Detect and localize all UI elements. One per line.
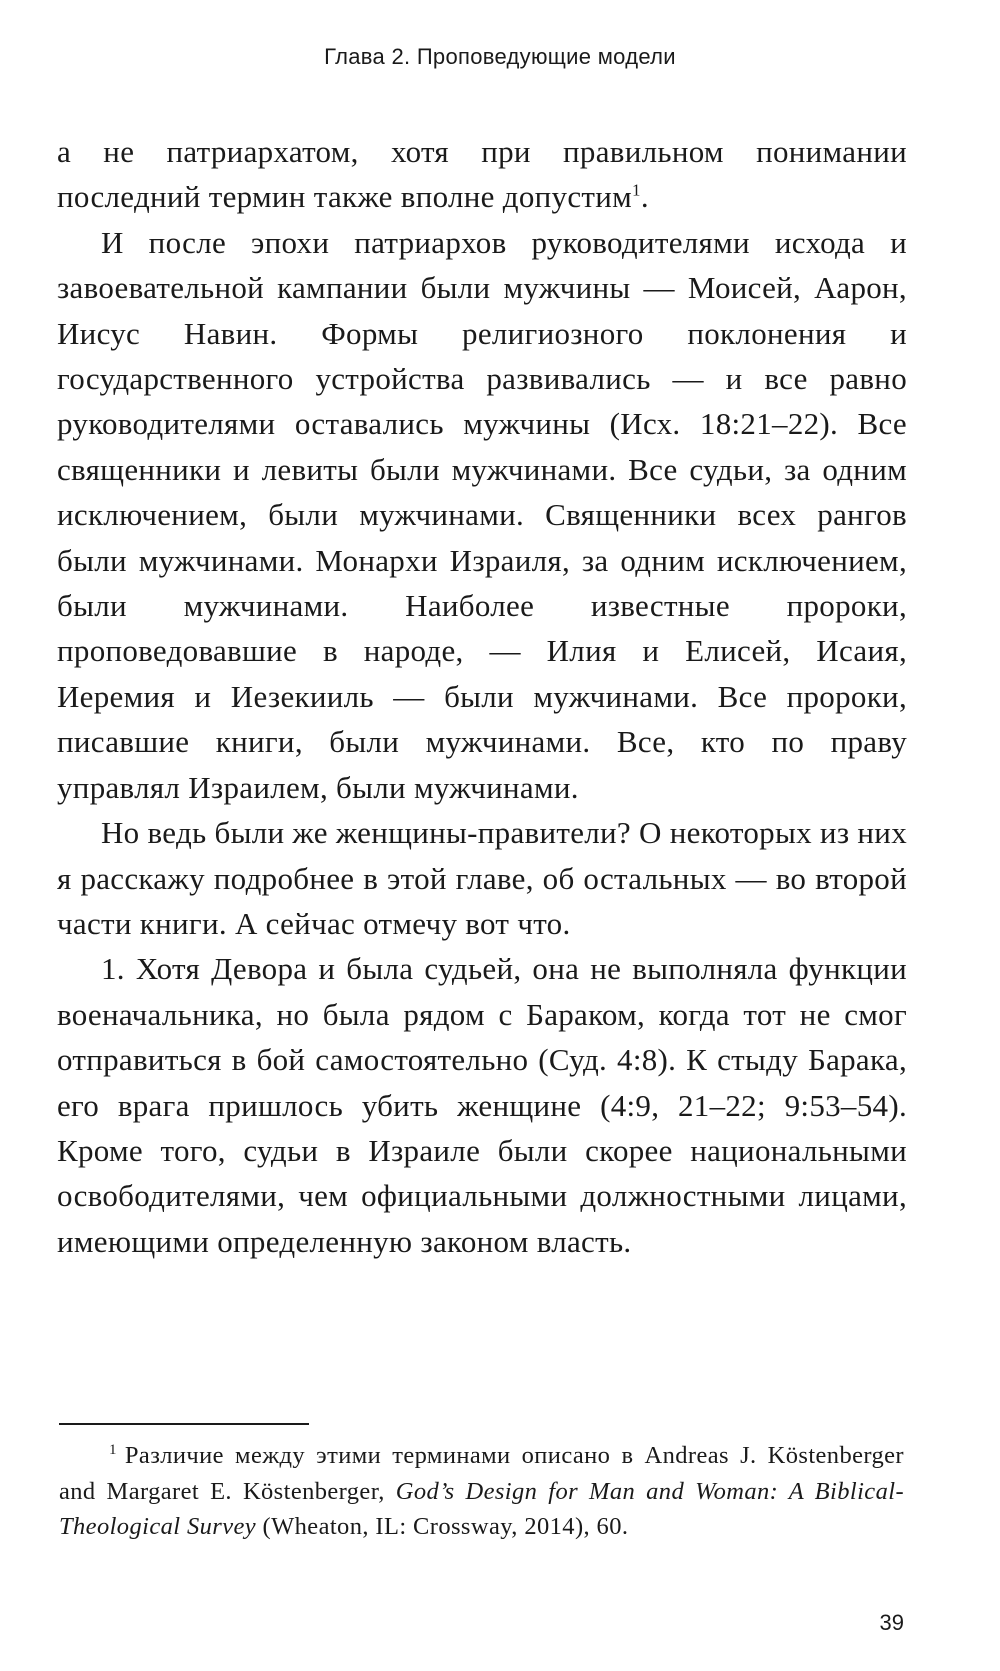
footnote-separator (59, 1423, 309, 1425)
footnote-book-title: God’s Design for Man and Woman: A Biblical-Theological Survey (59, 1477, 904, 1541)
paragraph-3: Но ведь были же женщины-правители? О некоторых из них я расскажу подробнее в этой главе, об остальных — во второй части книги. А сейчас отмечу вот что. (57, 815, 907, 941)
paragraph-continuation (57, 129, 907, 220)
page-number: 39 (879, 1610, 904, 1635)
footnote-text-before: Различие между этими терминами описано в Andreas J. Köstenberger and Margaret E. Köstenberger, (59, 1442, 904, 1505)
footnote (59, 1438, 904, 1545)
paragraph-2: И после эпохи патриархов руководителями исхода и завоевательной кампании были мужчины — Моисей, Аарон, Иисус Навин. Формы религиозного поклонения и государственного устройства развивались — и все равно руководителями оставались мужчины (Исх. 18:21–22). Все священники и левиты были мужчинами. Все судьи, за одним исключением, были мужчинами. Священники всех рангов были мужчинами. Монархи Израиля, за одним исключением, были мужчинами. Наиболее известные пророки, проповедовавшие в народе, — Илия и Елисей, Исаия, Иеремия и Иезекииль — были мужчинами. Все пророки, писавшие книги, были мужчинами. Все, кто по праву управлял Израилем, были мужчинами. (57, 224, 907, 805)
paragraph-4: 1. Хотя Девора и была судьей, она не выполняла функции военачальника, но была рядом с Бараком, когда тот не смог отправиться в бой самостоятельно (Суд. 4:8). К стыду Барака, его врага пришлось убить женщине (4:9, 21–22; 9:53–54). Кроме того, судьи в Израиле были скорее национальными освободителями, чем официальными должностными лицами, имеющими определенную законом власть. (57, 951, 907, 1259)
footnote-reference[interactable]: 1 (632, 181, 641, 201)
footnote-text-after: (Wheaton, IL: Crossway, 2014), 60. (256, 1513, 629, 1541)
main-text (57, 129, 907, 1264)
footnote-number: 1 (109, 1441, 117, 1458)
running-title: Глава 2. Проповедующие модели (324, 44, 676, 69)
paragraph-1-text: а не патриархатом, хотя при правильном понимании последний термин также вполне допустим (57, 134, 907, 215)
paragraph-1-tail: . (640, 179, 649, 215)
